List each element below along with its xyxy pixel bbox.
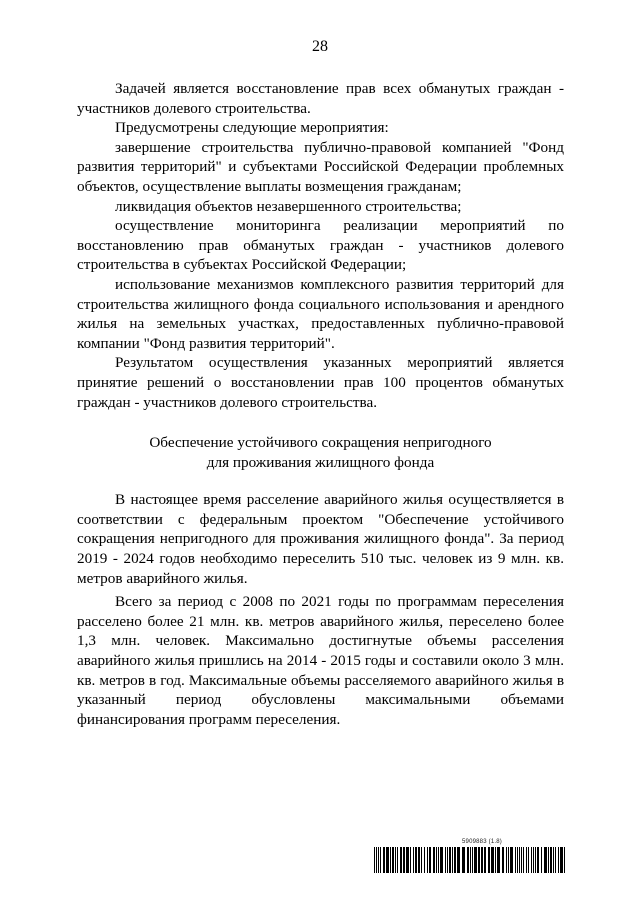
paragraph-measure-monitoring: осуществление мониторинга реализации мероприятий по восстановлению прав обманутых граждан - участников долевого строительства в субъектах Российской Федерации; [77, 217, 564, 274]
barcode-icon [374, 847, 566, 873]
section-heading [77, 433, 564, 472]
paragraph-totals: Всего за период с 2008 по 2021 годы по программам переселения расселено более 21 млн. кв. метров аварийного жилья, переселено более 1,3 млн. человек. Максимально достигнутые объемы расселения аварийного жилья пришлись на 2014 - 2015 годы и составили около 3 млн. кв. метров в год. Максимальные объемы расселяемого аварийного жилья в указанный период обусловлены максимальными объемами финансирования программ переселения. [77, 593, 564, 728]
paragraph-measure-development: использование механизмов комплексного развития территорий для строительства жилищного фонда социального использования и арендного жилья на земельных участках, предоставленных публично-правовой компании "Фонд развития территорий". [77, 275, 564, 352]
page-number: 28 [312, 38, 328, 55]
paragraph-measures-intro: Предусмотрены следующие мероприятия: [115, 119, 389, 137]
paragraph-current-resettlement: В настоящее время расселение аварийного жилья осуществляется в соответствии с федеральным проектом "Обеспечение устойчивого сокращения непригодного для проживания жилищного фонда". За период 2019 - 2024 годов необходимо переселить 510 тыс. человек из 9 млн. кв. метров аварийного жилья. [77, 491, 564, 587]
document-code: 5909883 (1.8) [462, 839, 502, 845]
section-heading-line-2: для проживания жилищного фонда [206, 453, 435, 471]
paragraph-measure-liquidation: ликвидация объектов незавершенного строительства; [115, 197, 462, 215]
paragraph-result: Результатом осуществления указанных мероприятий является принятие решений о восстановлении прав 100 процентов обманутых граждан - участников долевого строительства. [77, 354, 564, 411]
section-heading-line-1: Обеспечение устойчивого сокращения непригодного [149, 434, 492, 452]
document-body [77, 79, 564, 729]
paragraph-measure-completion: завершение строительства публично-правовой компанией "Фонд развития территорий" и субъектами Российской Федерации проблемных объектов, осуществление выплаты возмещения гражданам; [77, 138, 564, 195]
paragraph-goal: Задачей является восстановление прав всех обманутых граждан - участников долевого строительства. [77, 80, 564, 117]
